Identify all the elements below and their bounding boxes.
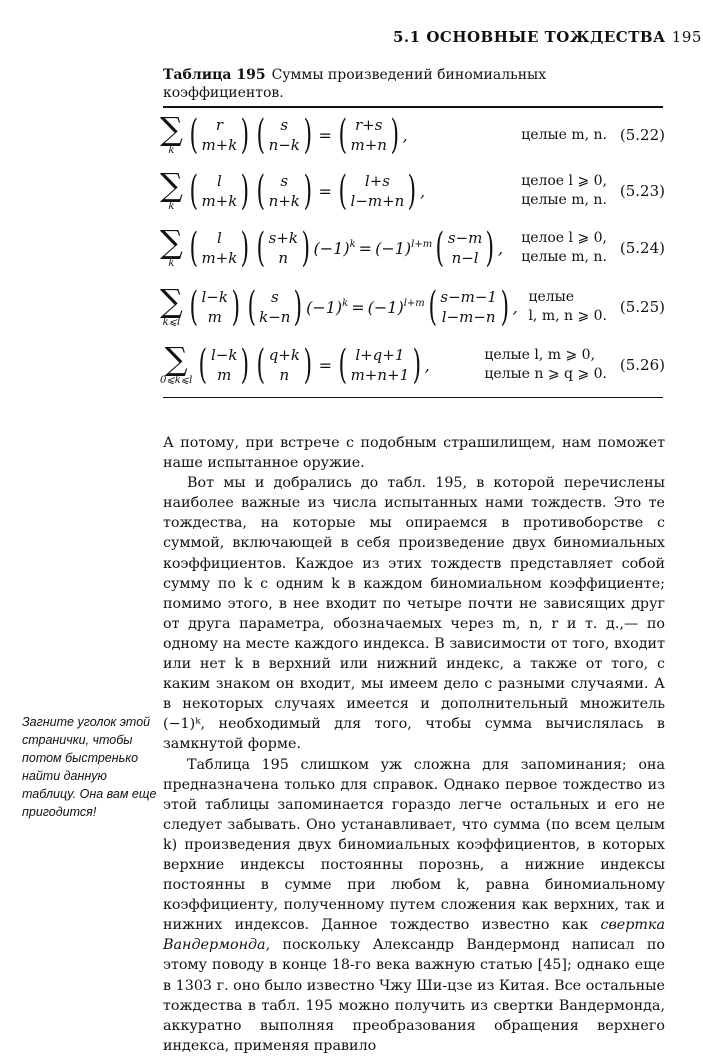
binom-top: s+k (268, 229, 298, 247)
binom-entries (351, 345, 410, 385)
right-paren: ) (231, 284, 241, 330)
condition-line-1: целые (528, 289, 575, 305)
table-caption (163, 66, 663, 102)
page-number: 195 (671, 28, 702, 46)
right-paren: ) (407, 168, 417, 214)
equals-sign: = (351, 297, 365, 317)
sign-factor-exponent: k (349, 238, 356, 250)
binom-entries (259, 287, 290, 327)
summation (160, 282, 183, 328)
binom-top: l−k (211, 346, 238, 364)
binom-top: s−m (447, 229, 483, 247)
equals-sign: = (318, 355, 332, 375)
sigma-symbol: ∑ (160, 110, 183, 148)
binom-entries (201, 115, 237, 155)
binom-top: s (280, 116, 289, 134)
binom-bottom: k−n (259, 308, 291, 326)
identity-formula (160, 339, 430, 391)
left-paren: ( (435, 225, 445, 271)
binomial-2 (253, 225, 314, 271)
left-paren: ( (198, 342, 208, 388)
binom-bottom: m (207, 308, 222, 326)
binom-top: l+s (364, 172, 390, 190)
formula-line (160, 109, 408, 161)
rhs-binomial (335, 112, 403, 158)
binom-top: s (270, 288, 279, 306)
table-caption-text: Суммы произведений биномиальных коэффициентов. (163, 67, 547, 101)
equation-number: (5.24) (619, 239, 665, 257)
identity-conditions (521, 165, 607, 217)
binom-top: q+k (268, 346, 300, 364)
identity-row (160, 165, 665, 217)
equation-number: (5.23) (619, 182, 665, 200)
sign-factor-exponent: k (342, 297, 349, 309)
right-paren: ) (390, 112, 400, 158)
identity-formula (160, 281, 518, 333)
binomial-2 (253, 168, 316, 214)
formula-line (160, 281, 518, 333)
binom-entries (201, 287, 227, 327)
left-paren: ( (338, 342, 348, 388)
binom-bottom: l−m+n (350, 192, 405, 210)
binom-bottom: n (278, 249, 289, 267)
vandermonde-term: свертка Вандермонда (163, 917, 665, 954)
sum-index: k (168, 258, 175, 269)
rhs-sign-exponent: l+m (411, 238, 433, 250)
binom-entries (269, 171, 300, 211)
binom-bottom: n−l (451, 249, 479, 267)
binomial-2 (253, 342, 315, 388)
left-paren: ( (338, 112, 348, 158)
right-paren: ) (412, 342, 422, 388)
sigma-symbol: ∑ (160, 223, 183, 261)
binomial-1 (186, 284, 244, 330)
right-paren: ) (240, 342, 250, 388)
left-paren: ( (256, 112, 266, 158)
paragraph-3-end: , поскольку Александр Вандермонд написал по этому поводу в конце 18-го века важную статью [45]; однако еще в 1303 г. оно было известно Чжу Ши-цзе из Китая. Все остальные тождества в табл. 195 можно получить из свертки Вандермонда, аккуратно выполняя преобразования обращения верхнего индекса, применяя правило (163, 937, 665, 1054)
condition-line-2: целые n ⩾ q ⩾ 0. (484, 366, 607, 382)
binom-entries (351, 171, 405, 211)
table-top-rule (163, 106, 663, 108)
binom-bottom: n (279, 366, 290, 384)
table-bottom-rule (163, 397, 663, 398)
binom-top: s (280, 172, 289, 190)
left-paren: ( (338, 168, 348, 214)
binom-entries (201, 228, 237, 268)
binom-bottom: m (217, 366, 232, 384)
sum-index: 0⩽k⩽l (160, 375, 193, 386)
equals-sign: = (318, 125, 332, 145)
binom-bottom: m+n (350, 136, 387, 154)
binom-entries (211, 345, 237, 385)
sum-index: k⩽l (162, 317, 181, 328)
sigma-symbol: ∑ (160, 282, 183, 320)
identity-row (160, 222, 665, 274)
formula-comma: , (497, 238, 504, 258)
formula-line (160, 165, 425, 217)
condition-line-2: l, m, n ⩾ 0. (528, 308, 607, 324)
identity-formula (160, 109, 408, 161)
rhs-sign-factor (368, 298, 425, 317)
right-paren: ) (240, 112, 250, 158)
sigma-symbol: ∑ (164, 340, 188, 378)
sign-factor (306, 298, 348, 317)
left-paren: ( (189, 112, 198, 158)
binom-entries (269, 345, 300, 385)
sign-factor (314, 239, 356, 258)
table-label: Таблица 195 (163, 67, 266, 83)
equals-sign: = (358, 238, 373, 258)
binom-top: l (216, 229, 222, 247)
summation (160, 340, 193, 386)
rhs-sign-base: (−1) (367, 297, 404, 317)
rhs-binomial (425, 284, 513, 330)
left-paren: ( (256, 168, 266, 214)
binomial-2 (244, 284, 307, 330)
margin-note: Загните уголок этой странички, чтобы потом быстренько найти данную таблицу. Она вам еще пригодится! (22, 715, 157, 819)
binom-bottom: l−m−n (441, 308, 496, 326)
identity-conditions (484, 339, 607, 391)
sign-factor-base: (−1) (306, 297, 343, 317)
rhs-binomial (335, 342, 425, 388)
right-paren: ) (303, 168, 312, 214)
identity-row (160, 109, 665, 161)
section-title: 5.1 ОСНОВНЫЕ ТОЖДЕСТВА (393, 28, 666, 46)
identity-conditions (521, 109, 607, 161)
binom-top: s−m−1 (440, 288, 497, 306)
sign-factor-base: (−1) (313, 238, 350, 258)
equation-number: (5.26) (619, 356, 665, 374)
left-paren: ( (189, 284, 198, 330)
paragraph-1: А потому, при встрече с подобным страшилищем, нам поможет наше испытанное оружие. (163, 435, 665, 472)
equals-sign: = (318, 181, 332, 201)
binom-entries (269, 228, 298, 268)
paragraph-3-start: Таблица 195 слишком уж сложна для запоминания; она предназначена только для справок. Однако первое тождество из этой таблицы запоминается гораздо легче остальных и его не следует забывать. Оно устанавливает, что сумма (по всем целым k) произведения двух биномиальных коэффициентов, в которых верхние индексы постоянны порознь, а нижние индексы постоянны в сумме при любом k, равна биномиальному коэффициенту, полученному путем сложения как верхних, так и нижних индексов. Данное тождество известно как (163, 756, 665, 934)
sum-index: k (168, 145, 175, 156)
summation (160, 110, 183, 156)
left-paren: ( (256, 342, 266, 388)
formula-line (160, 339, 430, 391)
binom-entries (440, 287, 497, 327)
left-paren: ( (247, 284, 256, 330)
left-paren: ( (189, 225, 198, 271)
summation (160, 166, 183, 212)
right-paren: ) (240, 225, 250, 271)
binom-bottom: m+k (201, 192, 238, 210)
left-paren: ( (256, 225, 266, 271)
right-paren: ) (303, 342, 313, 388)
binom-entries (351, 115, 387, 155)
binom-top: l (216, 172, 222, 190)
binomial-1 (186, 168, 253, 214)
rhs-binomial (432, 225, 498, 271)
condition-line-1: целые m, n. (521, 126, 607, 143)
binom-entries (269, 115, 300, 155)
formula-comma: , (419, 181, 426, 201)
right-paren: ) (500, 284, 510, 330)
right-paren: ) (301, 225, 311, 271)
paragraph-3 (163, 755, 665, 1056)
equation-number: (5.25) (619, 298, 665, 316)
condition-line-2: целые m, n. (521, 192, 607, 208)
binom-entries (201, 171, 237, 211)
identity-row (160, 339, 665, 391)
binomial-2 (253, 112, 316, 158)
binom-bottom: m+k (201, 249, 238, 267)
binom-bottom: m+n+1 (350, 366, 410, 384)
formula-comma: , (402, 125, 408, 145)
identity-conditions (528, 281, 607, 333)
binom-bottom: n+k (268, 192, 300, 210)
identity-conditions (521, 222, 607, 274)
formula-comma: , (512, 297, 518, 317)
identity-formula (160, 222, 503, 274)
sum-index: k (168, 201, 175, 212)
right-paren: ) (303, 112, 312, 158)
condition-line-1: целое l ⩾ 0, (521, 230, 607, 246)
condition-line-1: целые l, m ⩾ 0, (484, 347, 596, 363)
binom-bottom: n−k (268, 136, 300, 154)
right-paren: ) (240, 168, 250, 214)
sigma-symbol: ∑ (160, 166, 183, 204)
binomial-1 (195, 342, 253, 388)
binom-bottom: m+k (201, 136, 238, 154)
paragraph-2: Вот мы и добрались до табл. 195, в которой перечислены наиболее важные из числа испытанных нами тождеств. Это те тождества, на которые мы опираемся в противоборстве с суммой, включающей в себя произведение двух биномиальных коэффициентов. Каждое из этих тождеств представляет собой сумму по k с одним k в каждом биномиальном коэффициенте; помимо этого, в нее входит по четыре почти не зависящих друг от друга параметра, обозначаемых через m, n, r и т. д.,— по одному на месте каждого индекса. В зависимости от того, входит или нет k в верхний или нижний индекс, а также от того, с каким знаком он входит, мы имеем дело с разными случаями. А в некоторых случаях имеется и дополнительный множитель (−1)ᵏ, необходимый для того, чтобы сумма вычислялась в замкнутой форме. (163, 475, 665, 753)
formula-comma: , (424, 355, 430, 375)
body-text (163, 433, 665, 1056)
identity-formula (160, 165, 425, 217)
right-paren: ) (485, 225, 495, 271)
binom-entries (448, 228, 483, 268)
binomial-1 (186, 112, 253, 158)
left-paren: ( (428, 284, 437, 330)
summation (160, 223, 183, 269)
condition-line-1: целое l ⩾ 0, (521, 173, 607, 189)
binom-top: l−k (201, 288, 228, 306)
rhs-binomial (335, 168, 420, 214)
rhs-sign-factor (375, 239, 432, 258)
left-paren: ( (189, 168, 198, 214)
binom-top: r+s (355, 116, 383, 134)
running-header (393, 28, 702, 46)
right-paren: ) (293, 284, 303, 330)
binom-top: l+q+1 (355, 346, 405, 364)
binom-top: r (215, 116, 223, 134)
identity-row (160, 281, 665, 333)
rhs-sign-exponent: l+m (403, 297, 425, 309)
rhs-sign-base: (−1) (375, 238, 412, 258)
equation-number: (5.22) (619, 126, 665, 144)
condition-line-2: целые m, n. (521, 249, 607, 265)
binomial-1 (186, 225, 253, 271)
formula-line (160, 222, 503, 274)
